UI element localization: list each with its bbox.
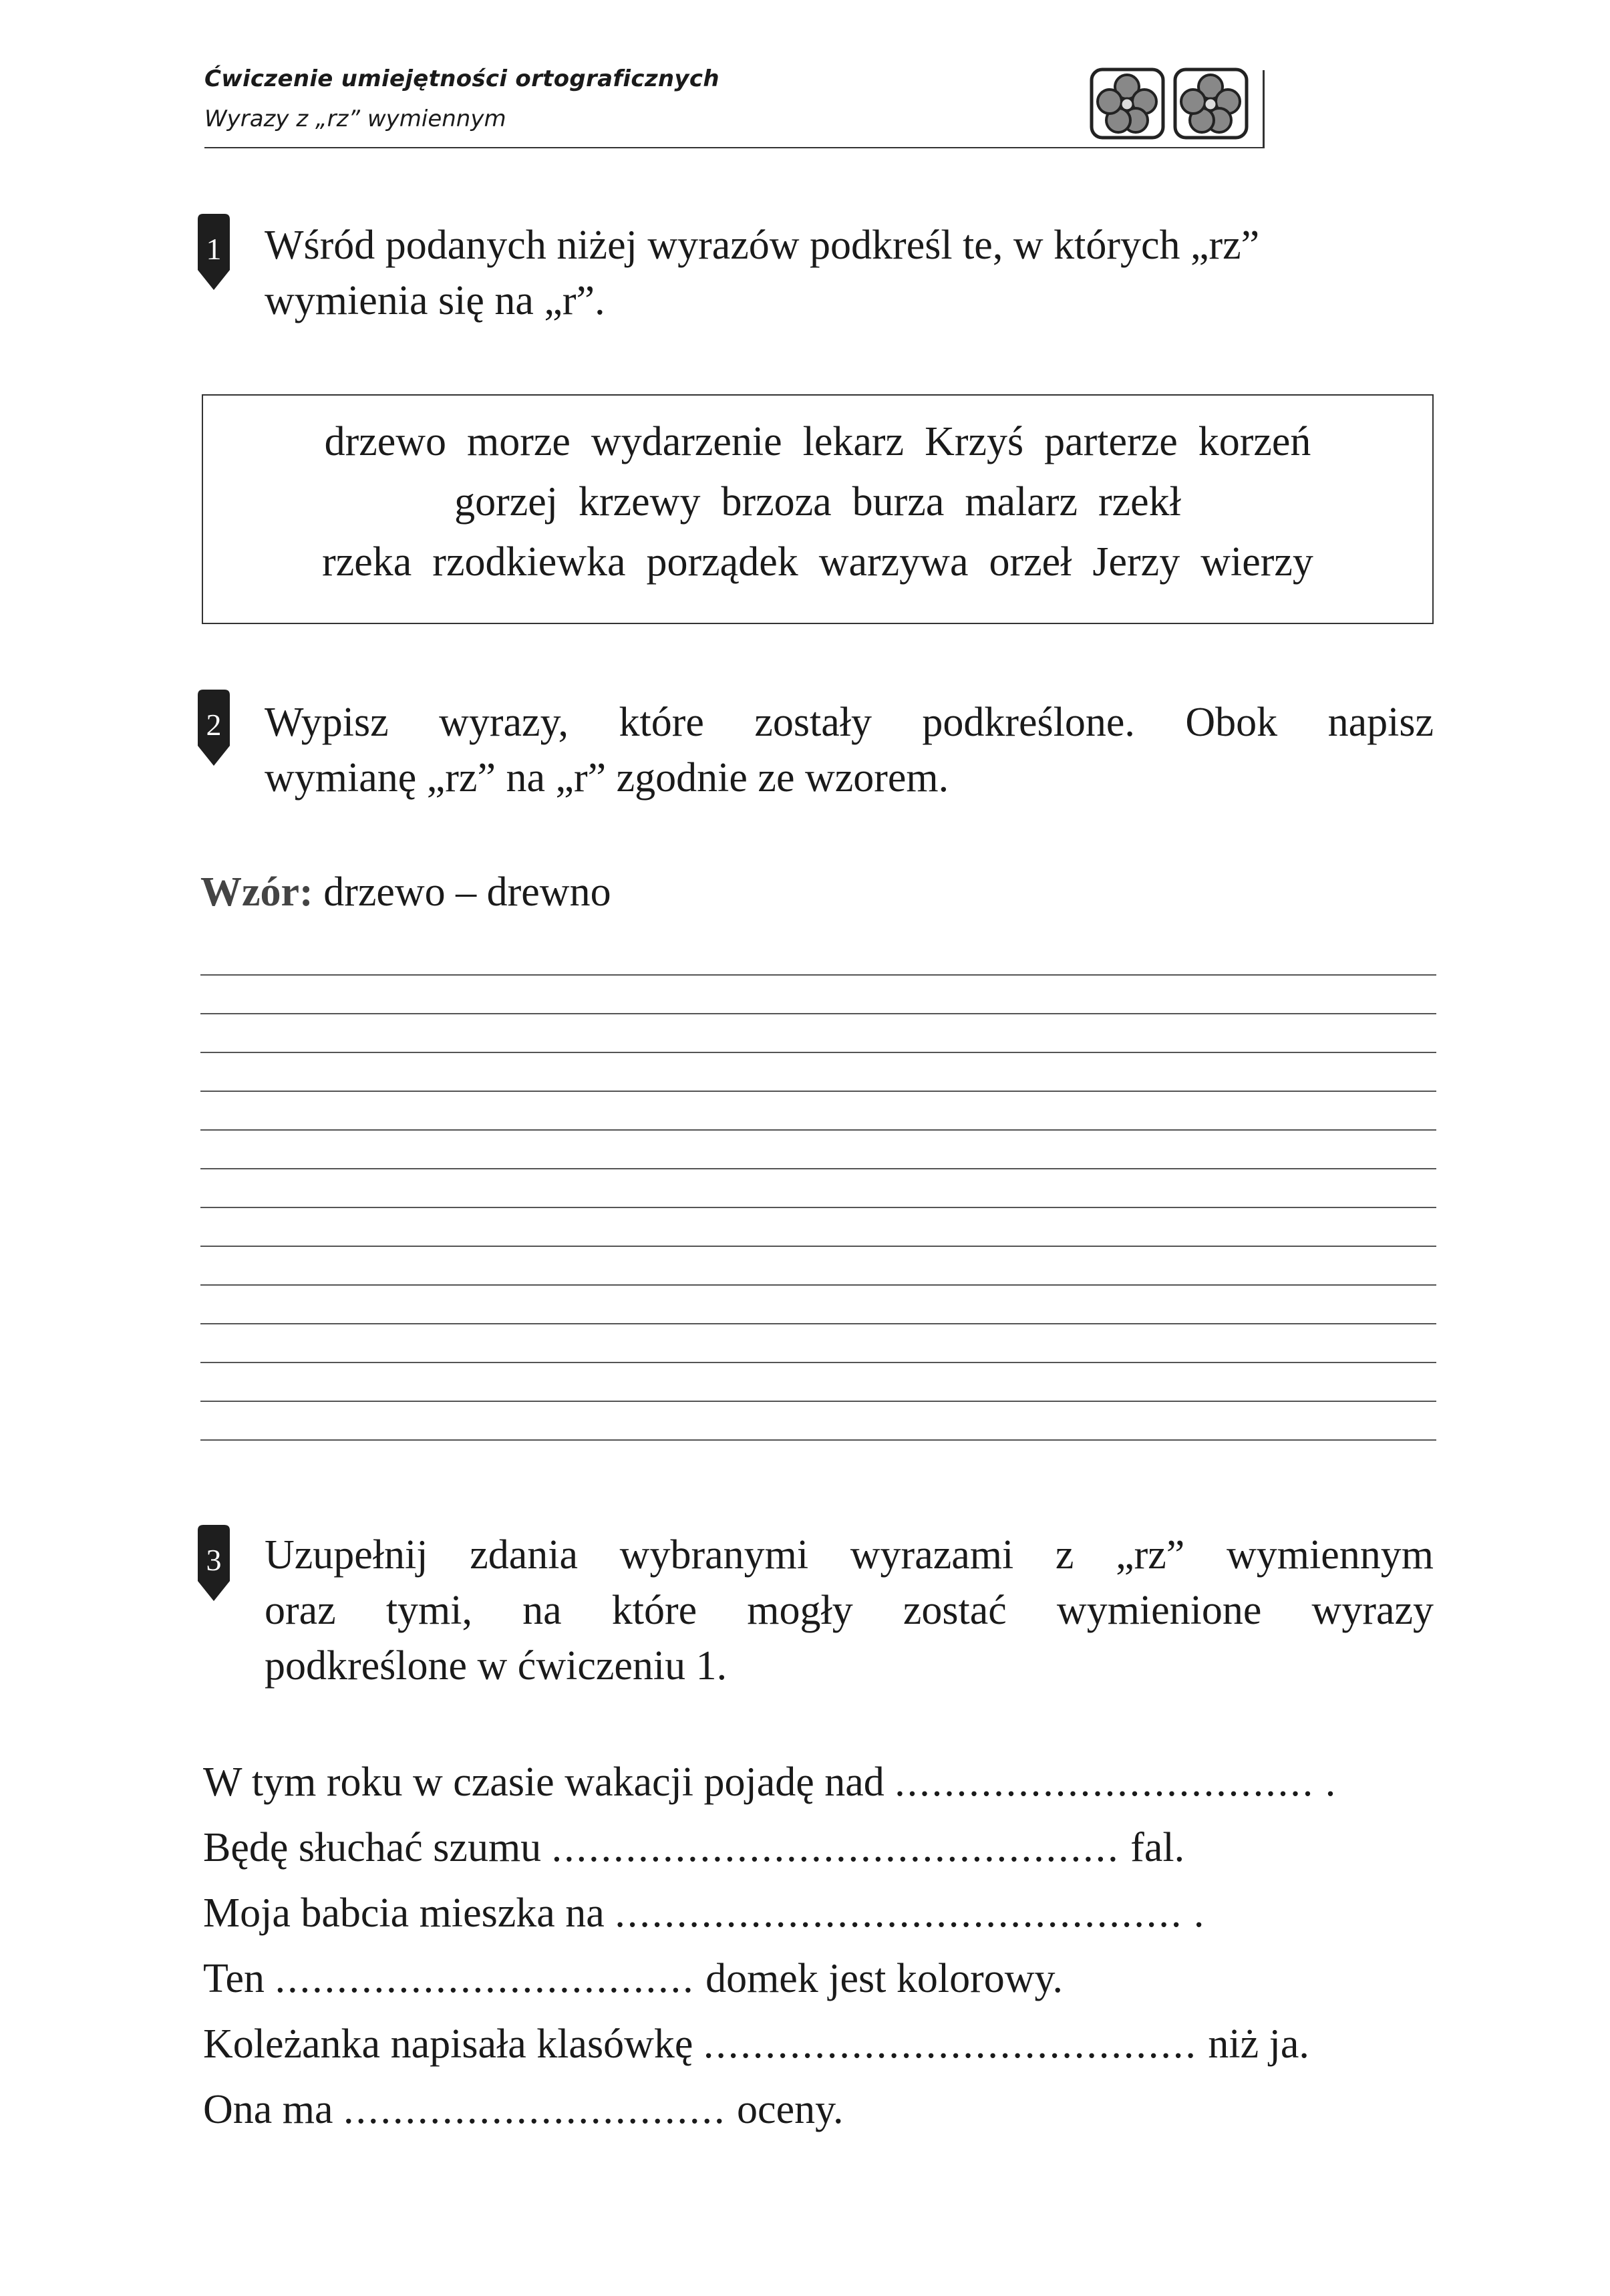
header-title: Ćwiczenie umiejętności ortograficznych <box>204 65 719 92</box>
task2-instruction-line: wymianę „rz” na „r” zgodnie ze wzorem. <box>265 755 949 801</box>
svg-text:3: 3 <box>206 1543 222 1577</box>
header-divider <box>204 147 1264 148</box>
sentence-text: fal. <box>1120 1825 1185 1870</box>
task3-instruction <box>265 1528 1434 1694</box>
writing-line[interactable] <box>200 1439 1436 1441</box>
clover-flower-icon <box>1089 67 1166 140</box>
sentence <box>203 1890 1204 1937</box>
task3-instruction-line: podkreślone w ćwiczeniu 1. <box>265 1643 728 1689</box>
sentence <box>203 1955 1063 2003</box>
writing-line[interactable] <box>200 1207 1436 1208</box>
sentence <box>203 1824 1184 1872</box>
writing-line[interactable] <box>200 1091 1436 1092</box>
task3-instruction-line: Uzupełnij zdania wybranymi wyrazami z „rz” wymiennym <box>265 1532 1434 1578</box>
header-subtitle: Wyrazy z „rz” wymiennym <box>204 106 506 132</box>
answer-blank[interactable]: .................................. <box>895 1759 1315 1805</box>
answer-blank[interactable]: ........................................ <box>703 2021 1198 2067</box>
answer-blank[interactable]: ............................... <box>343 2087 727 2132</box>
sentence-text: Ona ma <box>203 2087 344 2132</box>
sentence-text: . <box>1315 1759 1336 1805</box>
sentence <box>203 1759 1335 1806</box>
writing-line[interactable] <box>200 1362 1436 1363</box>
example-text: drzewo – drewno <box>323 869 611 915</box>
sentence-text: . <box>1183 1890 1204 1936</box>
writing-line[interactable] <box>200 1401 1436 1402</box>
sentence-text: Moja babcia mieszka na <box>203 1890 615 1936</box>
task3-instruction-line: oraz tymi, na które mogły zostać wymienione wyrazy <box>265 1588 1434 1633</box>
task2-instruction-line: Wypisz wyrazy, które zostały podkreślone. Obok napisz <box>265 700 1434 745</box>
sentence-text: domek jest kolorowy. <box>695 1956 1064 2001</box>
writing-line[interactable] <box>200 1013 1436 1014</box>
writing-line[interactable] <box>200 1168 1436 1169</box>
sentence-text: Będę słuchać szumu <box>203 1825 552 1870</box>
clover-flower-icon <box>1172 67 1249 140</box>
task1-instruction-line: wymienia się na „r”. <box>265 278 605 323</box>
sentence-text: oceny. <box>726 2087 844 2132</box>
writing-line[interactable] <box>200 1246 1436 1247</box>
task-number-badge-icon <box>195 688 232 768</box>
word-list-line: gorzej krzewy brzoza burza malarz rzekł <box>454 479 1181 525</box>
word-list-line: drzewo morze wydarzenie lekarz Krzyś parterze korzeń <box>324 419 1311 464</box>
word-box <box>202 394 1434 624</box>
sentence <box>203 2021 1309 2068</box>
sentence-text: niż ja. <box>1197 2021 1309 2067</box>
sentence-text: Koleżanka napisała klasówkę <box>203 2021 703 2067</box>
svg-text:2: 2 <box>206 708 222 742</box>
header-vertical-divider <box>1263 70 1265 148</box>
difficulty-indicator <box>1089 67 1249 140</box>
answer-blank[interactable]: .............................................. <box>551 1825 1120 1870</box>
answer-blank[interactable]: .................................. <box>275 1956 695 2001</box>
task-number-badge-icon <box>195 1524 232 1604</box>
writing-line[interactable] <box>200 1284 1436 1286</box>
svg-text:1: 1 <box>206 232 222 266</box>
sentence <box>203 2086 844 2134</box>
writing-line[interactable] <box>200 974 1436 976</box>
task-number-badge-icon <box>195 212 232 293</box>
answer-blank[interactable]: .............................................. <box>615 1890 1184 1936</box>
task1-instruction-line: Wśród podanych niżej wyrazów podkreśl te, w których „rz” <box>265 223 1260 268</box>
sentence-text: Ten <box>203 1956 275 2001</box>
example <box>200 869 611 916</box>
writing-line[interactable] <box>200 1129 1436 1131</box>
task2-instruction <box>265 695 1434 806</box>
writing-line[interactable] <box>200 1323 1436 1324</box>
task1-instruction <box>265 218 1434 329</box>
example-label: Wzór: <box>200 869 313 915</box>
word-list-line: rzeka rzodkiewka porządek warzywa orzeł Jerzy wierzy <box>322 539 1313 585</box>
sentence-text: W tym roku w czasie wakacji pojadę nad <box>203 1759 895 1805</box>
writing-line[interactable] <box>200 1052 1436 1053</box>
